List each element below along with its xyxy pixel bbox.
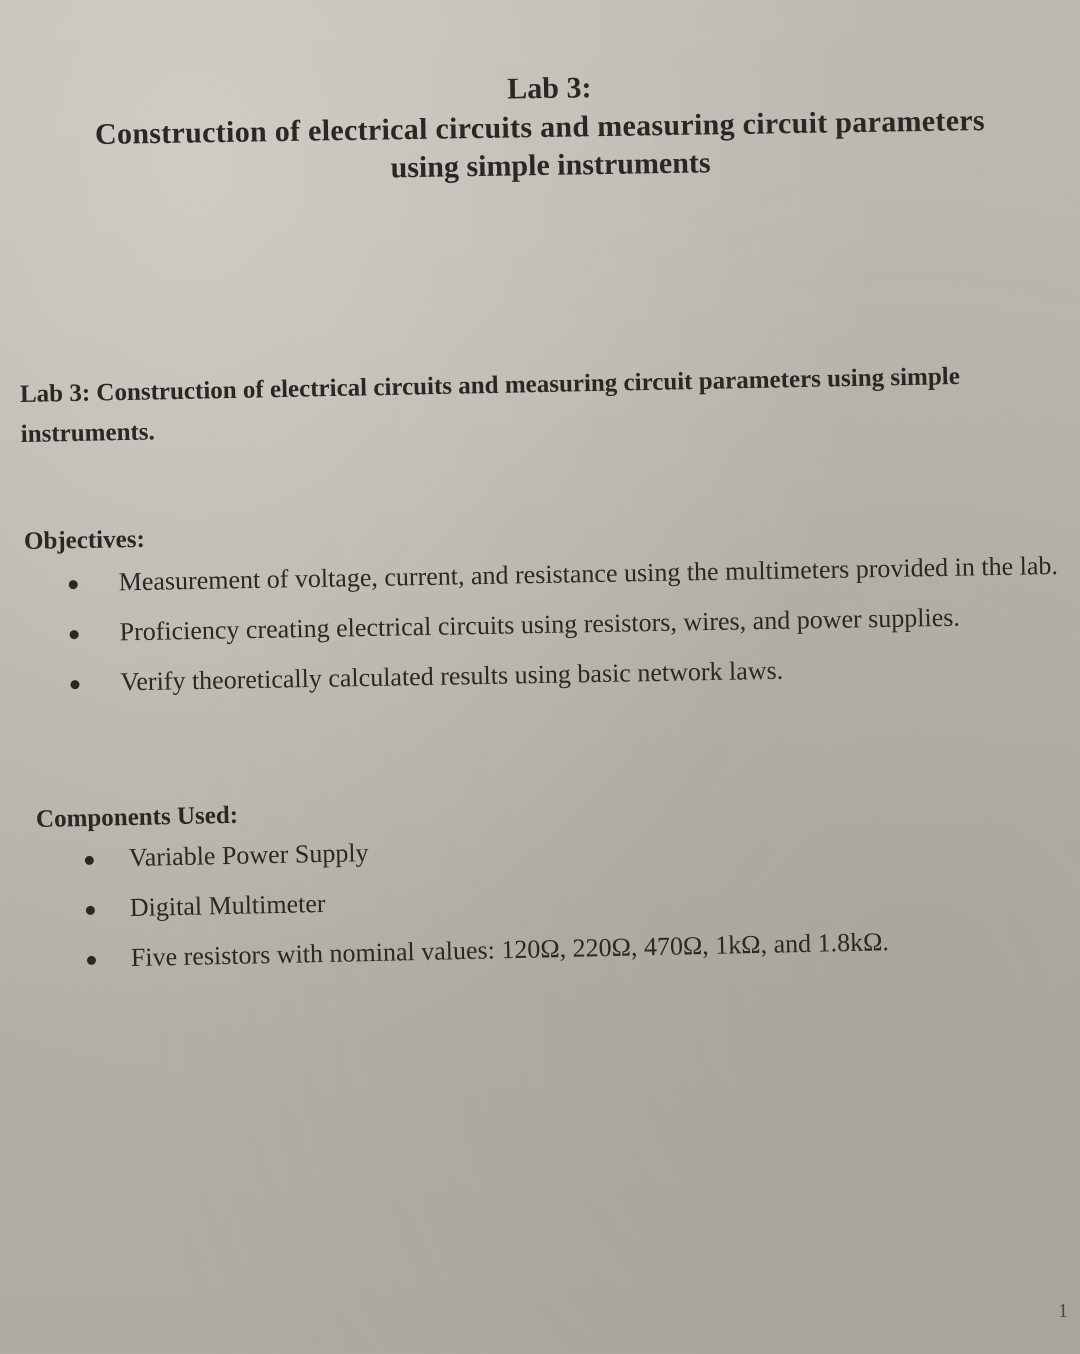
bullet-icon <box>70 680 79 689</box>
list-item-text: Digital Multimeter <box>129 888 326 923</box>
list-item <box>38 871 1039 928</box>
list-item <box>25 598 1080 652</box>
list-item-text: Proficiency creating electrical circuits using resistors, wires, and power supplies. <box>119 602 961 647</box>
bullet-icon <box>69 580 78 589</box>
title-main: Construction of electrical circuits and measuring circuit parameters <box>94 104 986 151</box>
objectives-list <box>24 548 1080 702</box>
components-section <box>36 779 1040 978</box>
title-subtitle: using simple instruments <box>390 146 711 185</box>
components-heading: Components Used: <box>35 801 239 833</box>
list-item-text: Verify theoretically calculated results using basic network laws. <box>120 655 784 697</box>
bullet-icon <box>85 856 94 865</box>
bullet-icon <box>87 956 96 965</box>
bullet-icon <box>70 630 79 639</box>
document-title <box>0 62 1080 193</box>
page-number: 1 <box>1058 1300 1068 1322</box>
components-list <box>36 821 1039 978</box>
list-item <box>39 921 1040 978</box>
objectives-section <box>24 504 1080 702</box>
lab-heading: Lab 3: Construction of electrical circuits and measuring circuit parameters using simple instruments. <box>19 362 961 448</box>
objectives-heading: Objectives: <box>23 525 146 555</box>
title-lab-number: Lab 3: <box>506 71 592 106</box>
list-item-text: Variable Power Supply <box>128 838 369 873</box>
list-item <box>26 648 1080 702</box>
bullet-icon <box>86 906 95 915</box>
list-item-text: Five resistors with nominal values: 120Ω, 220Ω, 470Ω, 1kΩ, and 1.8kΩ. <box>130 927 890 973</box>
list-item-text: Measurement of voltage, current, and resistance using the multimeters provided in the lab. <box>118 550 1059 597</box>
